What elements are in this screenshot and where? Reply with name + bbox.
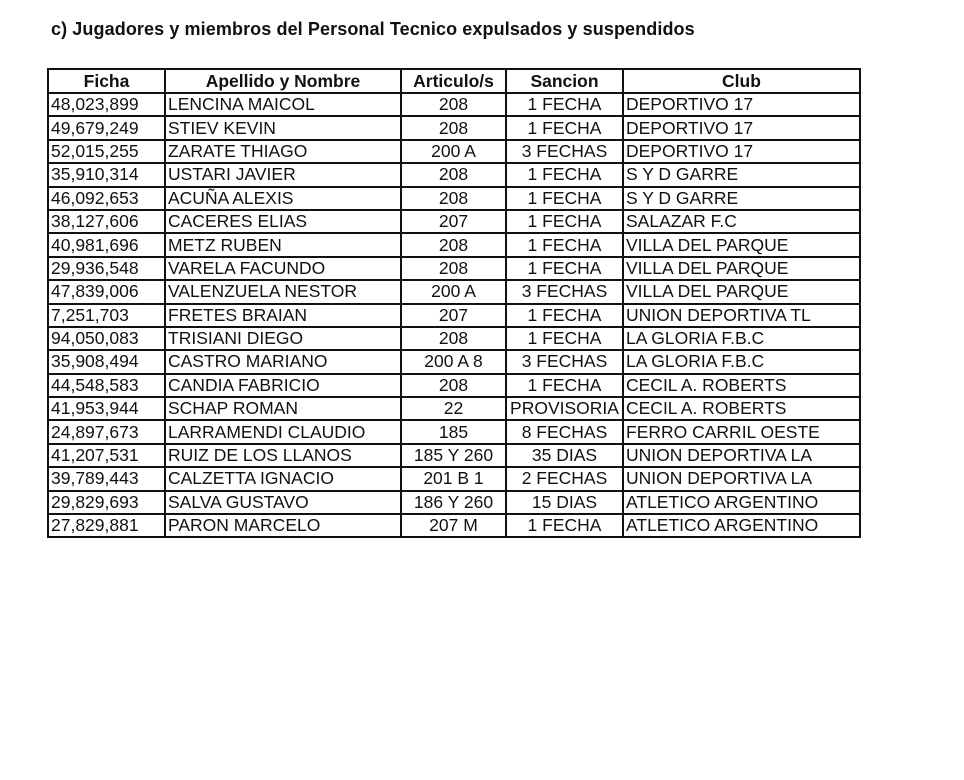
articulos-cell: 208 [401,187,506,210]
sancion-cell: PROVISORIA [506,397,623,420]
club-cell: UNION DEPORTIVA TL [623,304,860,327]
sancion-cell: 3 FECHAS [506,140,623,163]
articulos-cell: 208 [401,163,506,186]
apellido-nombre-cell: LENCINA MAICOL [165,93,401,116]
club-cell: DEPORTIVO 17 [623,140,860,163]
ficha-cell: 94,050,083 [48,327,165,350]
ficha-cell: 52,015,255 [48,140,165,163]
sancion-cell: 1 FECHA [506,116,623,139]
club-cell: S Y D GARRE [623,163,860,186]
club-cell: FERRO CARRIL OESTE [623,420,860,443]
sancion-cell: 3 FECHAS [506,280,623,303]
ficha-cell: 39,789,443 [48,467,165,490]
ficha-cell: 44,548,583 [48,374,165,397]
apellido-nombre-cell: VALENZUELA NESTOR [165,280,401,303]
club-cell: UNION DEPORTIVA LA [623,467,860,490]
club-cell: SALAZAR F.C [623,210,860,233]
sancion-cell: 3 FECHAS [506,350,623,373]
table-row [48,280,860,303]
apellido-nombre-cell: CACERES ELIAS [165,210,401,233]
apellido-nombre-cell: RUIZ DE LOS LLANOS [165,444,401,467]
sancion-cell: 1 FECHA [506,93,623,116]
table-row [48,257,860,280]
articulos-cell: 201 B 1 [401,467,506,490]
articulos-cell: 207 [401,210,506,233]
apellido-nombre-cell: VARELA FACUNDO [165,257,401,280]
apellido-nombre-cell: FRETES BRAIAN [165,304,401,327]
table-row [48,514,860,537]
ficha-cell: 49,679,249 [48,116,165,139]
articulos-cell: 186 Y 260 [401,491,506,514]
apellido-nombre-cell: STIEV KEVIN [165,116,401,139]
ficha-cell: 41,207,531 [48,444,165,467]
apellido-nombre-cell: CASTRO MARIANO [165,350,401,373]
sancion-cell: 1 FECHA [506,210,623,233]
sancion-cell: 1 FECHA [506,327,623,350]
sancion-cell: 15 DIAS [506,491,623,514]
ficha-cell: 35,910,314 [48,163,165,186]
club-cell: DEPORTIVO 17 [623,116,860,139]
articulos-cell: 208 [401,116,506,139]
ficha-cell: 27,829,881 [48,514,165,537]
apellido-nombre-cell: LARRAMENDI CLAUDIO [165,420,401,443]
table-row [48,140,860,163]
club-cell: VILLA DEL PARQUE [623,257,860,280]
articulos-cell: 208 [401,374,506,397]
table-row [48,350,860,373]
articulos-cell: 208 [401,233,506,256]
sancion-cell: 1 FECHA [506,374,623,397]
ficha-cell: 47,839,006 [48,280,165,303]
table-row [48,327,860,350]
articulos-cell: 207 M [401,514,506,537]
articulos-cell: 22 [401,397,506,420]
table-row [48,116,860,139]
sancion-cell: 1 FECHA [506,187,623,210]
articulos-cell: 200 A [401,280,506,303]
table-row [48,397,860,420]
ficha-cell: 7,251,703 [48,304,165,327]
apellido-nombre-cell: PARON MARCELO [165,514,401,537]
apellido-nombre-cell: SCHAP ROMAN [165,397,401,420]
club-cell: S Y D GARRE [623,187,860,210]
apellido-nombre-cell: TRISIANI DIEGO [165,327,401,350]
sancion-cell: 8 FECHAS [506,420,623,443]
articulos-cell: 185 Y 260 [401,444,506,467]
sancion-cell: 1 FECHA [506,304,623,327]
articulos-cell: 208 [401,93,506,116]
club-cell: CECIL A. ROBERTS [623,397,860,420]
club-cell: LA GLORIA F.B.C [623,350,860,373]
column-header-club: Club [623,69,860,93]
ficha-cell: 29,829,693 [48,491,165,514]
ficha-cell: 29,936,548 [48,257,165,280]
ficha-cell: 38,127,606 [48,210,165,233]
ficha-cell: 41,953,944 [48,397,165,420]
table-row [48,374,860,397]
ficha-cell: 48,023,899 [48,93,165,116]
club-cell: VILLA DEL PARQUE [623,233,860,256]
club-cell: UNION DEPORTIVA LA [623,444,860,467]
sancion-cell: 2 FECHAS [506,467,623,490]
ficha-cell: 35,908,494 [48,350,165,373]
apellido-nombre-cell: USTARI JAVIER [165,163,401,186]
sancion-cell: 1 FECHA [506,514,623,537]
articulos-cell: 208 [401,257,506,280]
table-row [48,233,860,256]
apellido-nombre-cell: ZARATE THIAGO [165,140,401,163]
club-cell: ATLETICO ARGENTINO [623,514,860,537]
club-cell: CECIL A. ROBERTS [623,374,860,397]
articulos-cell: 200 A [401,140,506,163]
apellido-nombre-cell: ACUÑA ALEXIS [165,187,401,210]
table-row [48,163,860,186]
articulos-cell: 207 [401,304,506,327]
header-row [48,69,860,93]
section-title: c) Jugadores y miembros del Personal Tecnico expulsados y suspendidos [51,19,695,39]
sancion-cell: 1 FECHA [506,163,623,186]
sancion-cell: 35 DIAS [506,444,623,467]
table-row [48,420,860,443]
sanctions-table [47,68,861,538]
sancion-cell: 1 FECHA [506,233,623,256]
club-cell: LA GLORIA F.B.C [623,327,860,350]
sancion-cell: 1 FECHA [506,257,623,280]
articulos-cell: 208 [401,327,506,350]
ficha-cell: 24,897,673 [48,420,165,443]
club-cell: VILLA DEL PARQUE [623,280,860,303]
apellido-nombre-cell: SALVA GUSTAVO [165,491,401,514]
column-header-ficha: Ficha [48,69,165,93]
ficha-cell: 46,092,653 [48,187,165,210]
club-cell: ATLETICO ARGENTINO [623,491,860,514]
table-row [48,187,860,210]
column-header-articulos: Articulo/s [401,69,506,93]
table-body [48,93,860,537]
table-row [48,491,860,514]
ficha-cell: 40,981,696 [48,233,165,256]
apellido-nombre-cell: CALZETTA IGNACIO [165,467,401,490]
apellido-nombre-cell: CANDIA FABRICIO [165,374,401,397]
table-row [48,210,860,233]
articulos-cell: 185 [401,420,506,443]
table-row [48,467,860,490]
articulos-cell: 200 A 8 [401,350,506,373]
apellido-nombre-cell: METZ RUBEN [165,233,401,256]
table-row [48,93,860,116]
table-row [48,444,860,467]
club-cell: DEPORTIVO 17 [623,93,860,116]
table-row [48,304,860,327]
column-header-apellido-nombre: Apellido y Nombre [165,69,401,93]
column-header-sancion: Sancion [506,69,623,93]
